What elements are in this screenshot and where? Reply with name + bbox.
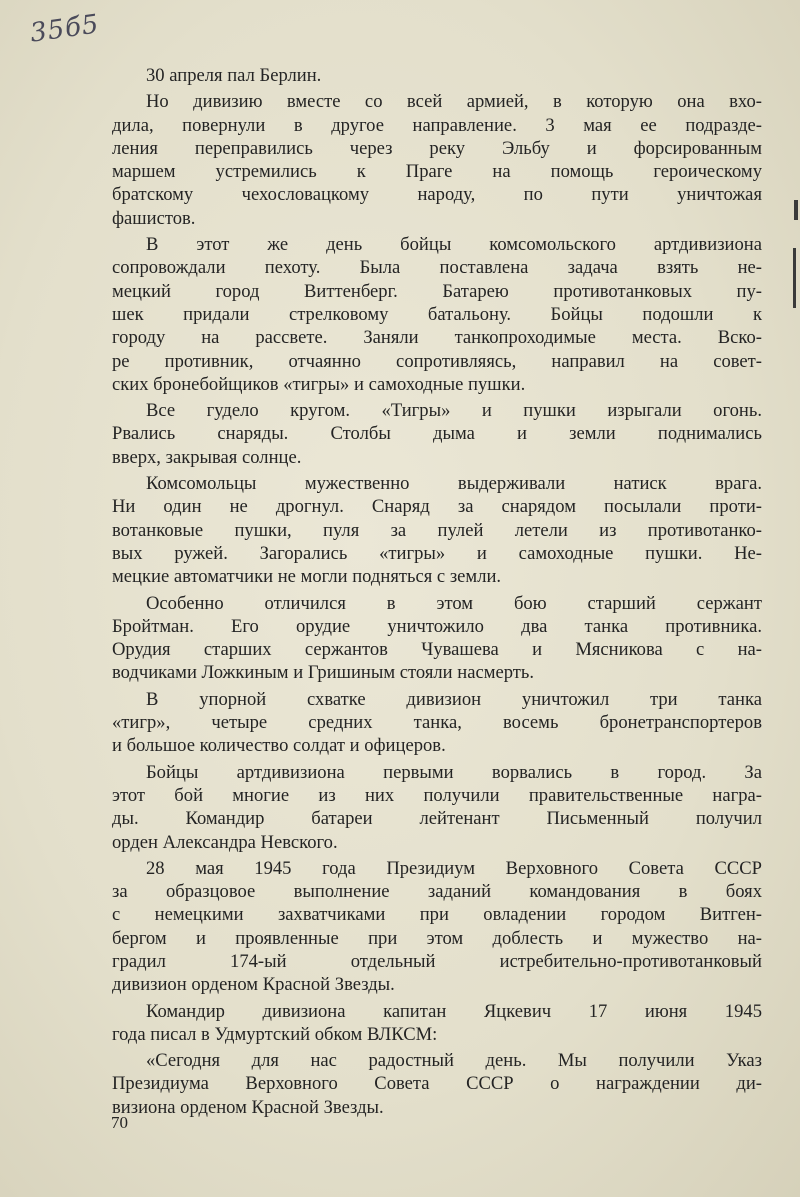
text-line: городу на рассвете. Заняли танкопроходимые места. Вско-	[112, 327, 762, 349]
paragraph	[112, 592, 762, 685]
text-line: орден Александра Невского.	[112, 831, 338, 853]
text-line: вых ружей. Загорались «тигры» и самоходные пушки. Не-	[112, 542, 762, 564]
paragraph	[112, 233, 762, 396]
text-line: мецкий город Виттенберг. Батарею противотанковых пу-	[112, 280, 762, 302]
text-line: и большое количество солдат и офицеров.	[112, 735, 446, 757]
text-line: дила, повернули в другое направление. 3 мая ее подразде-	[112, 114, 762, 136]
text-line: бергом и проявленные при этом доблесть и мужество на-	[112, 927, 762, 949]
text-line: вотанковые пушки, пуля за пулей летели из противотанко-	[112, 519, 762, 541]
text-line: «тигр», четыре средних танка, восемь бронетранспортеров	[112, 712, 762, 734]
text-line: Президиума Верховного Совета СССР о награждении ди-	[112, 1073, 762, 1095]
text-line: Все гудело кругом. «Тигры» и пушки изрыгали огонь.	[146, 400, 762, 422]
page-number: 70	[111, 1113, 128, 1132]
text-line: Рвались снаряды. Столбы дыма и земли поднимались	[112, 423, 762, 445]
text-line: «Сегодня для нас радостный день. Мы получили Указ	[146, 1050, 762, 1072]
page-edge-mark	[786, 200, 800, 320]
paragraph	[112, 688, 762, 758]
text-line: шек придали стрелковому батальону. Бойцы подошли к	[112, 303, 762, 325]
text-line: ды. Командир батареи лейтенант Письменный получил	[112, 808, 762, 830]
paragraph	[112, 472, 762, 588]
text-line: вверх, закрывая солнце.	[112, 446, 302, 468]
text-line: мецкие автоматчики не могли подняться с земли.	[112, 566, 502, 588]
text-line: маршем устремились к Праге на помощь героическому	[112, 161, 762, 183]
text-line: ских бронебойщиков «тигры» и самоходные пушки.	[112, 373, 526, 395]
text-line: визиона орденом Красной Звезды.	[112, 1096, 384, 1118]
paragraph	[112, 64, 762, 87]
body-text	[112, 64, 762, 1119]
paragraph	[112, 761, 762, 854]
text-line: ления переправились через реку Эльбу и форсированным	[112, 137, 762, 159]
text-line: ре противник, отчаянно сопротивляясь, направил на совет-	[112, 350, 762, 372]
text-line: сопровождали пехоту. Была поставлена задача взять не-	[112, 257, 762, 279]
paragraph	[112, 1049, 762, 1119]
text-line: года писал в Удмуртский обком ВЛКСМ:	[112, 1023, 438, 1045]
text-line: Особенно отличился в этом бою старший сержант	[146, 592, 762, 614]
text-line: Бойцы артдивизиона первыми ворвались в город. За	[146, 761, 762, 783]
text-line: Но дивизию вместе со всей армией, в которую она вхо-	[146, 91, 762, 113]
paragraph	[112, 1000, 762, 1047]
text-line: этот бой многие из них получили правительственные награ-	[112, 784, 762, 806]
text-line: Ни один не дрогнул. Снаряд за снарядом посылали проти-	[112, 496, 762, 518]
text-line: Бройтман. Его орудие уничтожило два танка противника.	[112, 615, 762, 637]
handwritten-annotation: 35б5	[28, 9, 102, 49]
paragraph	[112, 399, 762, 469]
text-line: братскому чехословацкому народу, по пути уничтожая	[112, 184, 762, 206]
text-line: 28 мая 1945 года Президиум Верховного Совета СССР	[146, 857, 762, 879]
text-line: фашистов.	[112, 207, 196, 229]
paragraph	[112, 90, 762, 230]
text-line: В этот же день бойцы комсомольского артдивизиона	[146, 234, 762, 256]
paragraph	[112, 857, 762, 997]
text-line: за образцовое выполнение заданий командования в боях	[112, 881, 762, 903]
text-line: с немецкими захватчиками при овладении городом Витген-	[112, 904, 762, 926]
text-line: дивизион орденом Красной Звезды.	[112, 974, 395, 996]
text-line: Комсомольцы мужественно выдерживали натиск врага.	[146, 473, 762, 495]
text-line: 30 апреля пал Берлин.	[146, 65, 322, 86]
text-line: градил 174-ый отдельный истребительно-противотанковый	[112, 950, 762, 972]
text-line: водчиками Ложкиным и Гришиным стояли насмерть.	[112, 662, 535, 684]
text-line: Орудия старших сержантов Чувашева и Мясникова с на-	[112, 639, 762, 661]
text-line: В упорной схватке дивизион уничтожил три танка	[146, 688, 762, 710]
text-line: Командир дивизиона капитан Яцкевич 17 июня 1945	[146, 1000, 762, 1022]
